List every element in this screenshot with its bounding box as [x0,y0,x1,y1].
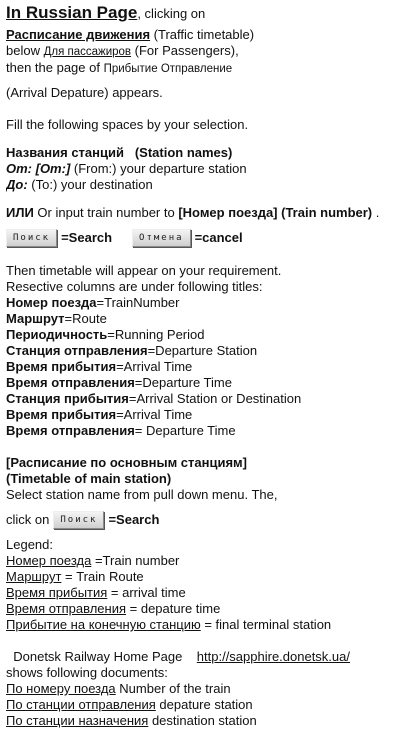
station-names-ru: Названия станций [6,145,124,160]
intro-line-2 [6,27,394,43]
donetsk-shows: shows following documents: [6,665,168,680]
doc-en: depature station [155,697,253,712]
column-item [6,343,394,359]
column-item [6,391,394,407]
legend-ru: Номер поезда [6,553,92,568]
column-ru: Станция отправления [6,343,148,358]
from-line [6,161,394,177]
for-passengers-en: (For Passengers), [131,43,239,58]
to-label-ru: До: [6,177,28,192]
column-item [6,407,394,423]
legend-item [6,617,394,633]
cancel-button[interactable]: Отмена [132,229,191,247]
train-number-field-ru: [Номер поезда] [178,205,278,220]
traffic-timetable-link-ru: Расписание движения [6,27,151,42]
legend-en: =Train number [91,553,180,568]
to-line [6,177,394,193]
doc-list [6,681,394,729]
column-en: =TrainNumber [96,295,180,310]
arrival-departure-ru: Прибытие Отправление [103,63,233,75]
doc-item [6,681,394,697]
doc-ru: По станции отправления [6,697,156,712]
column-item [6,423,394,439]
doc-item [6,713,394,729]
column-ru: Время прибытия [6,359,117,374]
column-item [6,375,394,391]
column-en: =Arrival Station or Destination [128,391,302,406]
page-heading: In Russian Page [6,3,138,22]
donetsk-line [6,649,394,665]
or-text: Or input train number to [33,205,179,220]
column-en: =Arrival Time [116,407,193,422]
intro-line-1 [6,3,394,23]
or-tail: . [372,205,380,220]
timetable-intro-line: Then timetable will appear on your requirement. [6,263,282,278]
traffic-timetable-en: (Traffic timetable) [150,27,255,42]
station-names-en: (Station names) [134,145,233,160]
column-en: =Departure Station [147,343,258,358]
or-line [6,205,394,221]
legend-en: = Train Route [61,569,144,584]
button-legend-row [6,229,394,247]
column-item [6,359,394,375]
doc-item [6,697,394,713]
column-ru: Периодичность [6,327,108,342]
legend-en: = arrival time [107,585,186,600]
column-en: =Running Period [107,327,205,342]
column-ru: Номер поезда [6,295,97,310]
donetsk-url-link[interactable]: http://sapphire.donetsk.ua/ [196,649,350,664]
then-page-text: then the page of [6,60,104,75]
column-ru: Время прибытия [6,407,117,422]
column-en: = Departure Time [134,423,236,438]
column-item [6,295,394,311]
arrival-departure-en: (Arrival Depature) appears. [6,85,163,100]
intro-line-4 [6,60,394,77]
main-station-title-ru: [Расписание по основным станциям] [6,455,248,470]
column-item [6,327,394,343]
column-list [6,295,394,439]
legend-ru: Маршрут [6,569,62,584]
legend-ru: Прибытие на конечную станцию [6,617,201,632]
station-names-heading [6,145,394,161]
to-label-en: (To:) your destination [27,177,153,192]
doc-ru: По станции назначения [6,713,149,728]
legend-en: = depature time [126,601,221,616]
main-station-click-row [6,511,394,529]
column-ru: Станция прибытия [6,391,129,406]
main-station-search-meaning: =Search [108,512,160,527]
search-button[interactable]: Поиск [6,229,57,247]
click-on-text: click on [6,512,50,527]
column-item [6,311,394,327]
from-label-en: (From:) your departure station [70,161,247,176]
legend-en: = final terminal station [200,617,332,632]
legend-item [6,553,394,569]
donetsk-name: Donetsk Railway [13,649,111,664]
for-passengers-ru: Для пассажиров [43,46,132,58]
heading-tail: , clicking on [137,6,206,21]
legend-ru: Время отправления [6,601,127,616]
cancel-meaning: =cancel [194,230,243,245]
donetsk-home: Home Page [110,649,183,664]
legend-item [6,601,394,617]
main-station-select-text: Select station name from pull down menu. The, [6,487,278,502]
column-ru: Время отправления [6,423,135,438]
main-station-search-button[interactable]: Поиск [53,511,104,529]
doc-en: Number of the train [115,681,231,696]
intro-line-3 [6,43,394,60]
below-text: below [6,43,44,58]
legend-item [6,569,394,585]
doc-ru: По номеру поезда [6,681,116,696]
train-number-field-en: (Train number) [277,205,373,220]
main-station-title-en: (Timetable of main station) [6,471,172,486]
column-en: =Arrival Time [116,359,193,374]
search-meaning: =Search [61,230,113,245]
column-en: =Route [64,311,107,326]
fill-instructions: Fill the following spaces by your selection. [6,117,249,132]
timetable-intro-line: Resective columns are under following titles: [6,279,263,294]
legend-list [6,553,394,633]
timetable-intro [6,263,394,295]
legend-item [6,585,394,601]
or-ru: ИЛИ [6,205,34,220]
legend-title: Legend: [6,537,53,552]
doc-en: destination station [148,713,257,728]
from-label-ru: От: [От:] [6,161,71,176]
column-en: =Departure Time [134,375,232,390]
column-ru: Время отправления [6,375,135,390]
column-ru: Маршрут [6,311,65,326]
legend-ru: Время прибытия [6,585,108,600]
